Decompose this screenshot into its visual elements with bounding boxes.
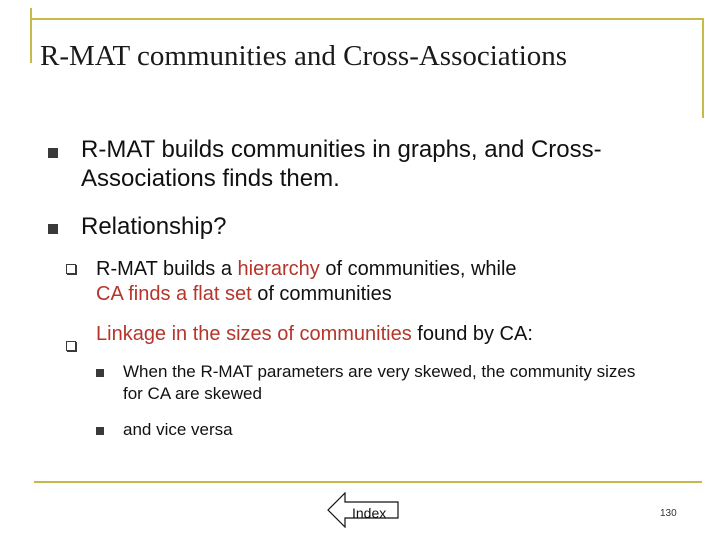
bullet-square-icon [96, 427, 104, 435]
slide-title: R-MAT communities and Cross-Associations [40, 40, 568, 72]
sub-bullet-1-post: of communities [251, 283, 392, 305]
frame-right-line [702, 18, 704, 118]
bullet-hollow-square-icon [66, 341, 76, 351]
bullet-hollow-square-icon [66, 264, 76, 274]
bullet-text-1: R-MAT builds communities in graphs, and Cross-Associations finds them. [81, 136, 602, 192]
sub-bullet-1-pre: R-MAT builds a [96, 258, 238, 280]
page-number: 130 [660, 508, 677, 519]
sub-bullet-1-highlight-hierarchy: hierarchy [237, 258, 320, 280]
sub-bullet-2-highlight: Linkage in the sizes of communities [96, 323, 412, 345]
sub-bullet-1-mid: of communities, while [319, 258, 517, 280]
index-button-label[interactable]: Index [352, 505, 387, 521]
frame-left-line [30, 8, 32, 63]
bullet-text-2: Relationship? [81, 213, 227, 240]
sub-bullet-2-post: found by CA: [411, 323, 533, 345]
bullet-square-icon [48, 224, 58, 234]
bullet-square-icon [48, 148, 58, 158]
frame-bottom-line [34, 481, 702, 483]
sub-bullet-1-highlight-flat-set: CA finds a flat set [96, 283, 252, 305]
frame-top-line [30, 18, 702, 20]
sub-bullet-text-2 [96, 322, 696, 347]
sub-bullet-text-1 [96, 257, 686, 307]
sub-sub-bullet-text-2: and vice versa [123, 420, 233, 439]
bullet-square-icon [96, 369, 104, 377]
sub-sub-bullet-text-1: When the R-MAT parameters are very skewed, the community sizes for CA are skewed [123, 362, 636, 403]
